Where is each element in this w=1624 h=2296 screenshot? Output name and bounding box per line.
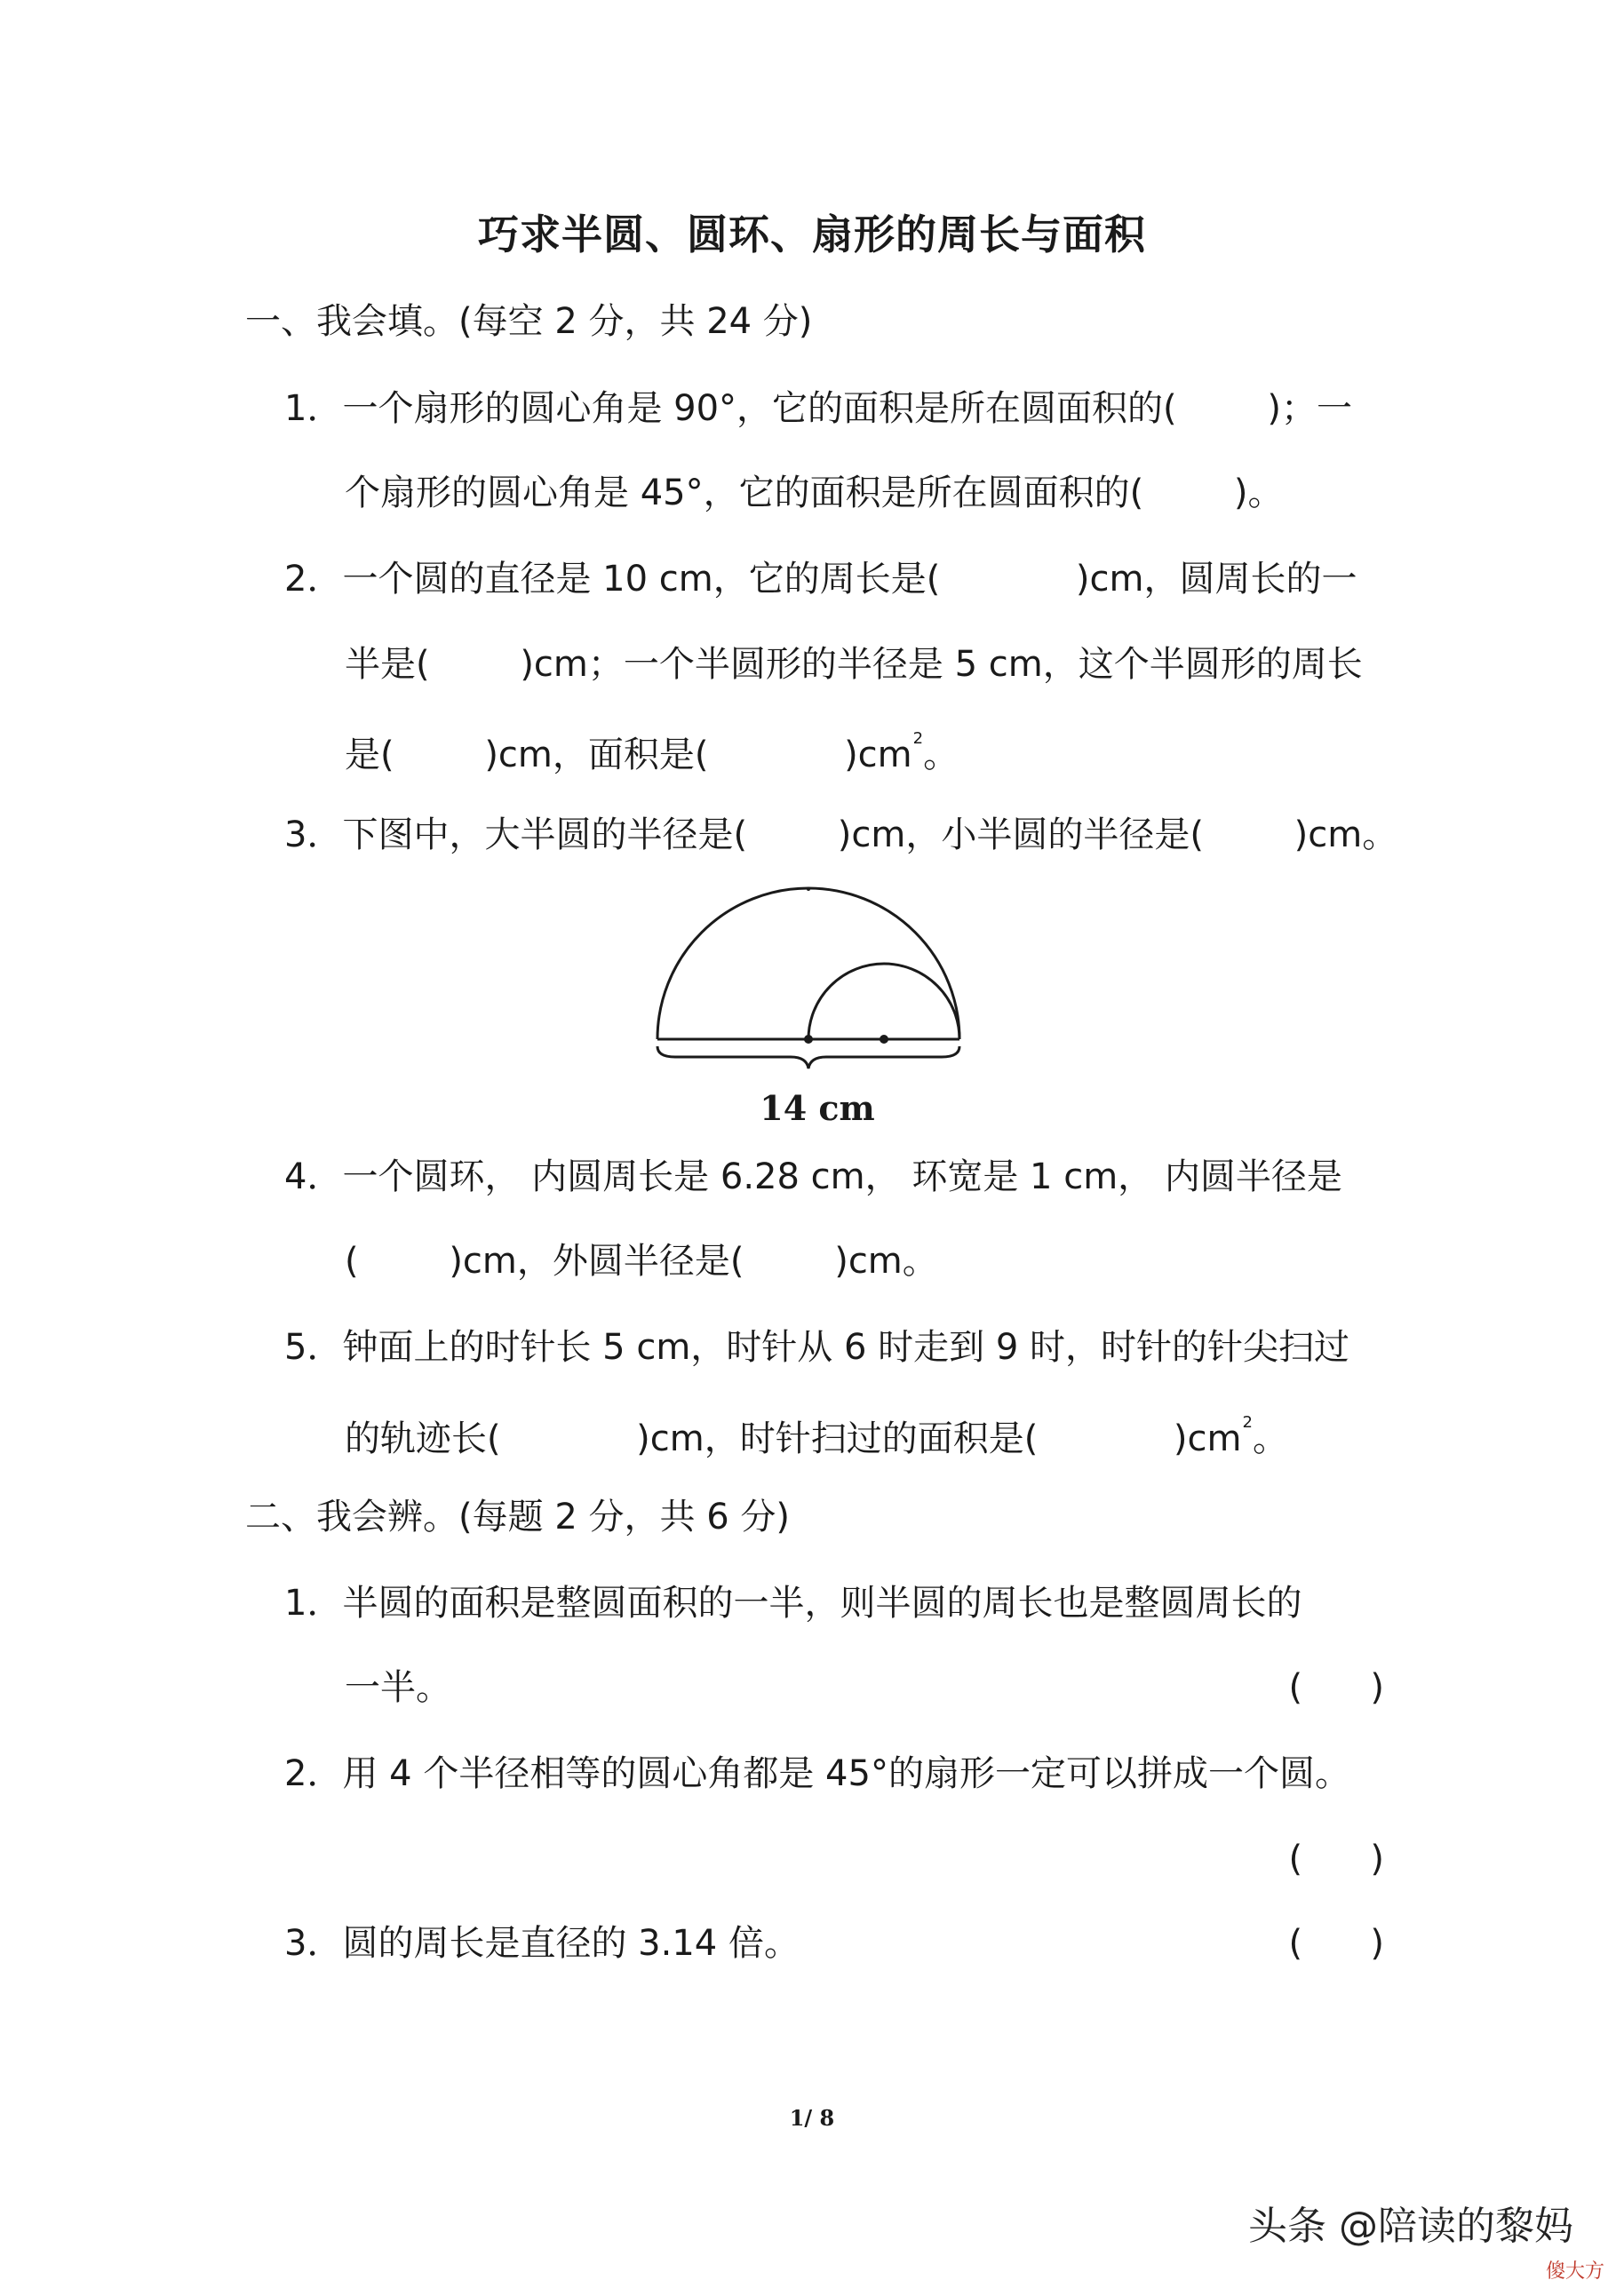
question-5-line-2-text: 的轨迹长( )cm，时针扫过的面积是( )cm	[345, 1418, 1242, 1459]
small-semicircle-arc	[808, 964, 959, 1039]
small-center-dot	[880, 1035, 888, 1044]
question-5-line-1: 5．钟面上的时针长 5 cm，时针从 6 时走到 9 时，时针的针尖扫过	[284, 1327, 1350, 1368]
judge-2-answer-parens: ( )	[1288, 1839, 1384, 1879]
page-number: 1/ 8	[789, 2105, 835, 2131]
measurement-brace	[657, 1046, 959, 1069]
question-1-line-1: 1．一个扇形的圆心角是 90°，它的面积是所在圆面积的( )；一	[284, 388, 1352, 429]
watermark-badge: 傻大方	[1546, 2260, 1605, 2283]
question-4-line-1: 4．一个圆环， 内圆周长是 6.28 cm， 环宽是 1 cm， 内圆半径是	[284, 1156, 1342, 1197]
large-semicircle-arc	[657, 888, 959, 1039]
watermark: 头条 @陪读的黎妈	[1248, 2204, 1573, 2249]
judge-3-answer-parens: ( )	[1288, 1923, 1384, 1964]
squared-superscript: 2	[1242, 1413, 1253, 1432]
question-5-line-2	[345, 1415, 1288, 1457]
question-5-line-2-end: 。	[1252, 1418, 1288, 1459]
question-2-line-3-end: 。	[923, 735, 959, 775]
semicircle-diagram	[649, 875, 986, 1088]
page-title: 巧求半圆、圆环、扇形的周长与面积	[478, 211, 1146, 258]
judge-3-line-1: 3．圆的周长是直径的 3.14 倍。	[284, 1923, 800, 1964]
semicircle-figure	[649, 875, 986, 1132]
large-center-dot	[804, 1035, 813, 1044]
question-2-line-1: 2．一个圆的直径是 10 cm，它的周长是( )cm，圆周长的一	[284, 559, 1357, 600]
judge-1-line-2: 一半。	[345, 1667, 451, 1708]
question-4-line-2: ( )cm，外圆半径是( )cm。	[345, 1241, 938, 1282]
question-2-line-2: 半是( )cm；一个半圆形的半径是 5 cm，这个半圆形的周长	[345, 644, 1363, 685]
section-heading-fill: 一、我会填。(每空 2 分，共 24 分)	[245, 301, 813, 342]
question-3-line-1: 3．下图中，大半圆的半径是( )cm，小半圆的半径是( )cm。	[284, 814, 1398, 855]
section-heading-judge: 二、我会辨。(每题 2 分，共 6 分)	[245, 1497, 790, 1537]
judge-1-line-1: 1．半圆的面积是整圆面积的一半，则半圆的周长也是整圆周长的	[284, 1583, 1302, 1624]
judge-2-line-1: 2．用 4 个半径相等的圆心角都是 45°的扇形一定可以拼成一个圆。	[284, 1753, 1350, 1794]
top-mark-dot	[807, 887, 810, 891]
question-1-line-2: 个扇形的圆心角是 45°，它的面积是所在圆面积的( )。	[345, 473, 1284, 513]
question-2-line-3-text: 是( )cm，面积是( )cm	[345, 735, 912, 775]
question-2-line-3	[345, 731, 959, 773]
judge-1-answer-parens: ( )	[1288, 1667, 1384, 1708]
figure-label: 14 cm	[760, 1088, 875, 1128]
squared-superscript: 2	[912, 729, 924, 748]
